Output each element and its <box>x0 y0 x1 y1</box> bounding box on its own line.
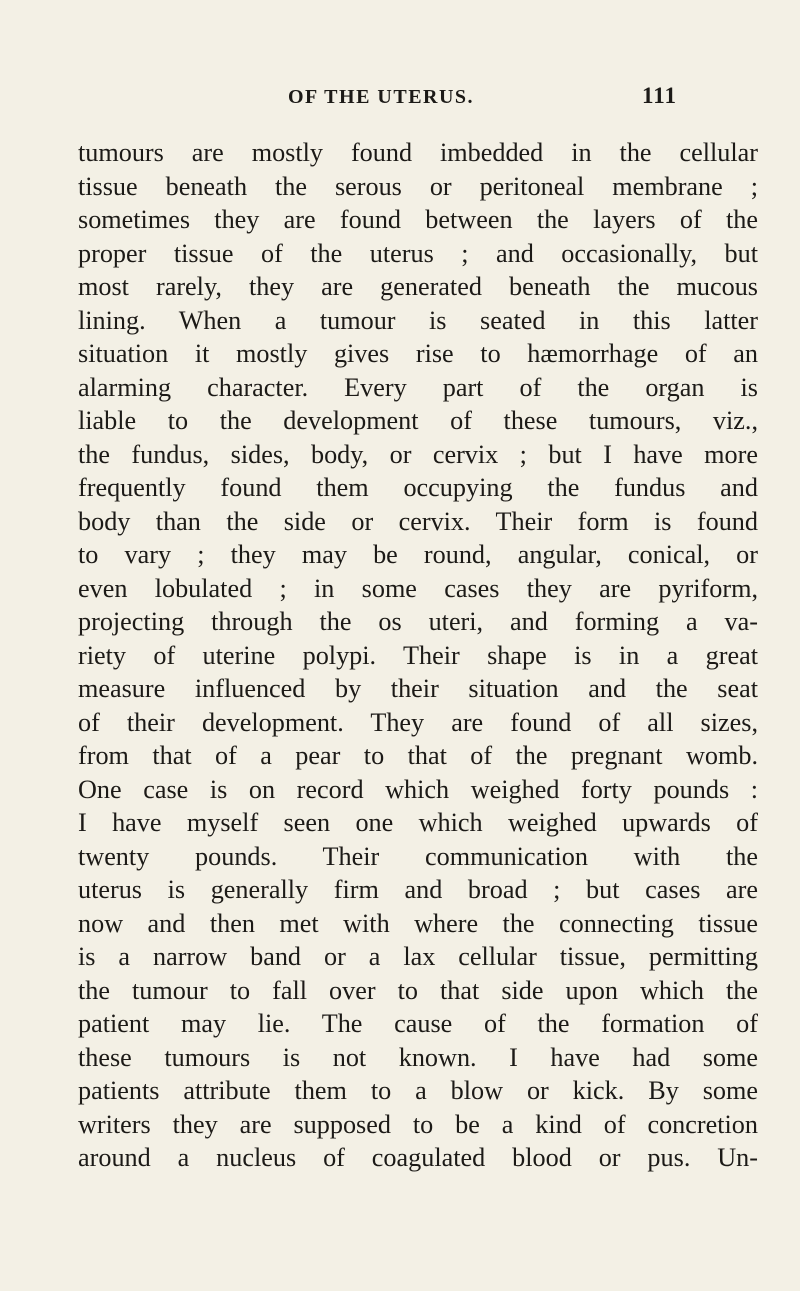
text-line: tissue beneath the serous or peritoneal membrane ; <box>78 171 758 201</box>
text-line: riety of uterine polypi. Their shape is in a great <box>78 640 758 670</box>
text-line: even lobulated ; in some cases they are pyriform, <box>78 573 758 603</box>
text-line: proper tissue of the uterus ; and occasionally, but <box>78 238 758 268</box>
text-line: patient may lie. The cause of the formation of <box>78 1009 758 1038</box>
text-line: around a nucleus of coagulated blood or pus. Un- <box>78 1143 758 1172</box>
text-line: patients attribute them to a blow or kick. By some <box>78 1076 758 1105</box>
text-line: frequently found them occupying the fundus and <box>78 473 758 502</box>
text-line: alarming character. Every part of the organ is <box>78 372 758 402</box>
text-line: tumours are mostly found imbedded in the cellular <box>78 138 758 167</box>
text-line: lining. When a tumour is seated in this latter <box>78 305 758 335</box>
text-line: One case is on record which weighed forty pounds : <box>78 774 758 804</box>
body-text <box>78 136 758 1175</box>
text-line: writers they are supposed to be a kind of concretion <box>78 1109 758 1139</box>
text-line: uterus is generally firm and broad ; but cases are <box>78 875 758 904</box>
text-line: projecting through the os uteri, and forming a va- <box>78 607 758 636</box>
text-line: the fundus, sides, body, or cervix ; but I have more <box>78 439 758 469</box>
text-line: I have myself seen one which weighed upwards of <box>78 808 758 837</box>
text-line: now and then met with where the connecting tissue <box>78 908 758 938</box>
text-line: the tumour to fall over to that side upon which the <box>78 975 758 1005</box>
text-line: of their development. They are found of all sizes, <box>78 707 758 737</box>
text-line: liable to the development of these tumours, viz., <box>78 406 758 435</box>
text-line: twenty pounds. Their communication with the <box>78 841 758 871</box>
text-line: to vary ; they may be round, angular, conical, or <box>78 540 758 569</box>
text-line: situation it mostly gives rise to hæmorrhage of an <box>78 339 758 368</box>
text-line: body than the side or cervix. Their form is found <box>78 506 758 536</box>
text-line: measure influenced by their situation and the seat <box>78 674 758 703</box>
text-line: sometimes they are found between the layers of the <box>78 205 758 234</box>
page-number: 111 <box>642 83 677 108</box>
text-line: these tumours is not known. I have had some <box>78 1042 758 1072</box>
text-line: from that of a pear to that of the pregnant womb. <box>78 741 758 770</box>
running-head: OF THE UTERUS. <box>288 86 475 108</box>
text-line: most rarely, they are generated beneath the mucous <box>78 272 758 301</box>
text-line: is a narrow band or a lax cellular tissue, permitting <box>78 942 758 971</box>
